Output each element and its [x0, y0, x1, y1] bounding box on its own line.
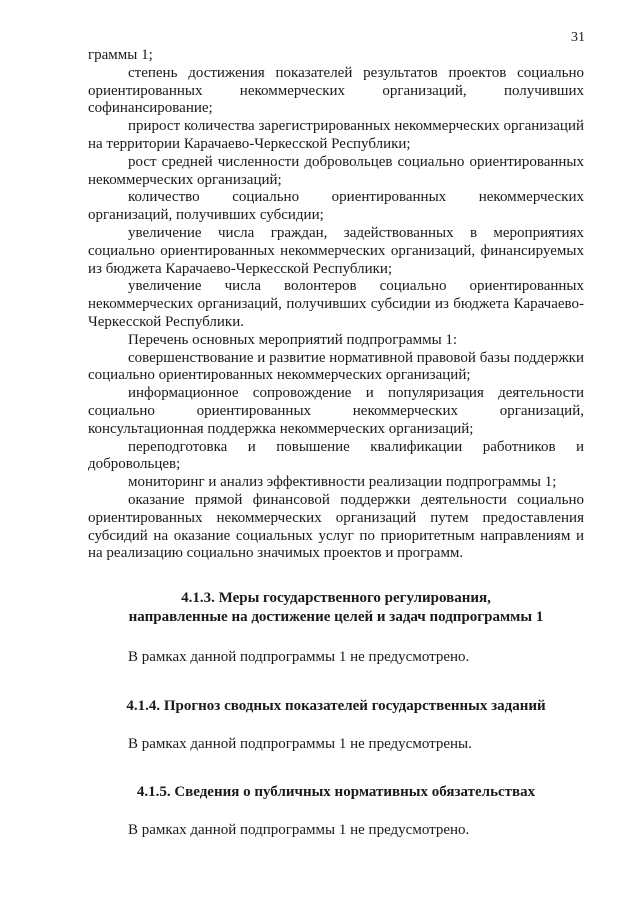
section-heading-4-1-5: [88, 783, 584, 802]
paragraph: совершенствование и развитие нормативной правовой базы поддержки социально ориентированных некоммерческих организаций;: [88, 349, 584, 384]
paragraph: прирост количества зарегистрированных некоммерческих организаций на территории Карачаево-Черкесской Республики;: [88, 118, 584, 152]
paragraph: информационное сопровождение и популяризация деятельности социально ориентированных некоммерческих организаций, консультационная поддержка некоммерческих организаций;: [88, 385, 584, 437]
heading-line: направленные на достижение целей и задач подпрограммы 1: [128, 609, 544, 625]
section-note: В рамках данной подпрограммы 1 не предусмотрено.: [128, 649, 470, 665]
paragraph: мониторинг и анализ эффективности реализации подпрограммы 1;: [128, 474, 557, 491]
body-text: [88, 47, 584, 563]
paragraph: оказание прямой финансовой поддержки деятельности социально ориентированных некоммерческих организаций путем предоставления субсидий на оказание социальных услуг по приоритетным направлениям и на реализацию социально значимых проектов и программ.: [88, 491, 584, 562]
section-heading-4-1-3: [88, 589, 584, 627]
heading-line: 4.1.5. Сведения о публичных нормативных обязательствах: [136, 784, 536, 800]
paragraph: переподготовка и повышение квалификации работников и добровольцев;: [88, 438, 584, 473]
paragraph: граммы 1;: [88, 47, 153, 63]
page-number: 31: [571, 30, 585, 45]
section-note: В рамках данной подпрограммы 1 не предусмотрено.: [128, 822, 470, 838]
heading-line: 4.1.3. Меры государственного регулирования,: [181, 590, 491, 606]
paragraph: количество социально ориентированных некоммерческих организаций, получивших субсидии;: [88, 189, 584, 224]
paragraph: степень достижения показателей результатов проектов социально ориентированных некоммерческих организаций, получивших софинансирование;: [88, 64, 584, 117]
paragraph: увеличение числа граждан, задействованных в мероприятиях социально ориентированных некоммерческих организаций, финансируемых из бюджета Карачаево-Черкесской Республики;: [88, 224, 584, 277]
paragraph: Перечень основных мероприятий подпрограммы 1:: [128, 331, 458, 348]
section-heading-4-1-4: [88, 697, 584, 716]
paragraph: увеличение числа волонтеров социально ориентированных некоммерческих организаций, получивших субсидии из бюджета Карачаево-Черкесской Республики.: [88, 278, 584, 330]
heading-line: 4.1.4. Прогноз сводных показателей государственных заданий: [126, 698, 546, 714]
section-note: В рамках данной подпрограммы 1 не предусмотрены.: [128, 736, 472, 752]
paragraph: рост средней численности добровольцев социально ориентированных некоммерческих организаций;: [88, 153, 584, 188]
